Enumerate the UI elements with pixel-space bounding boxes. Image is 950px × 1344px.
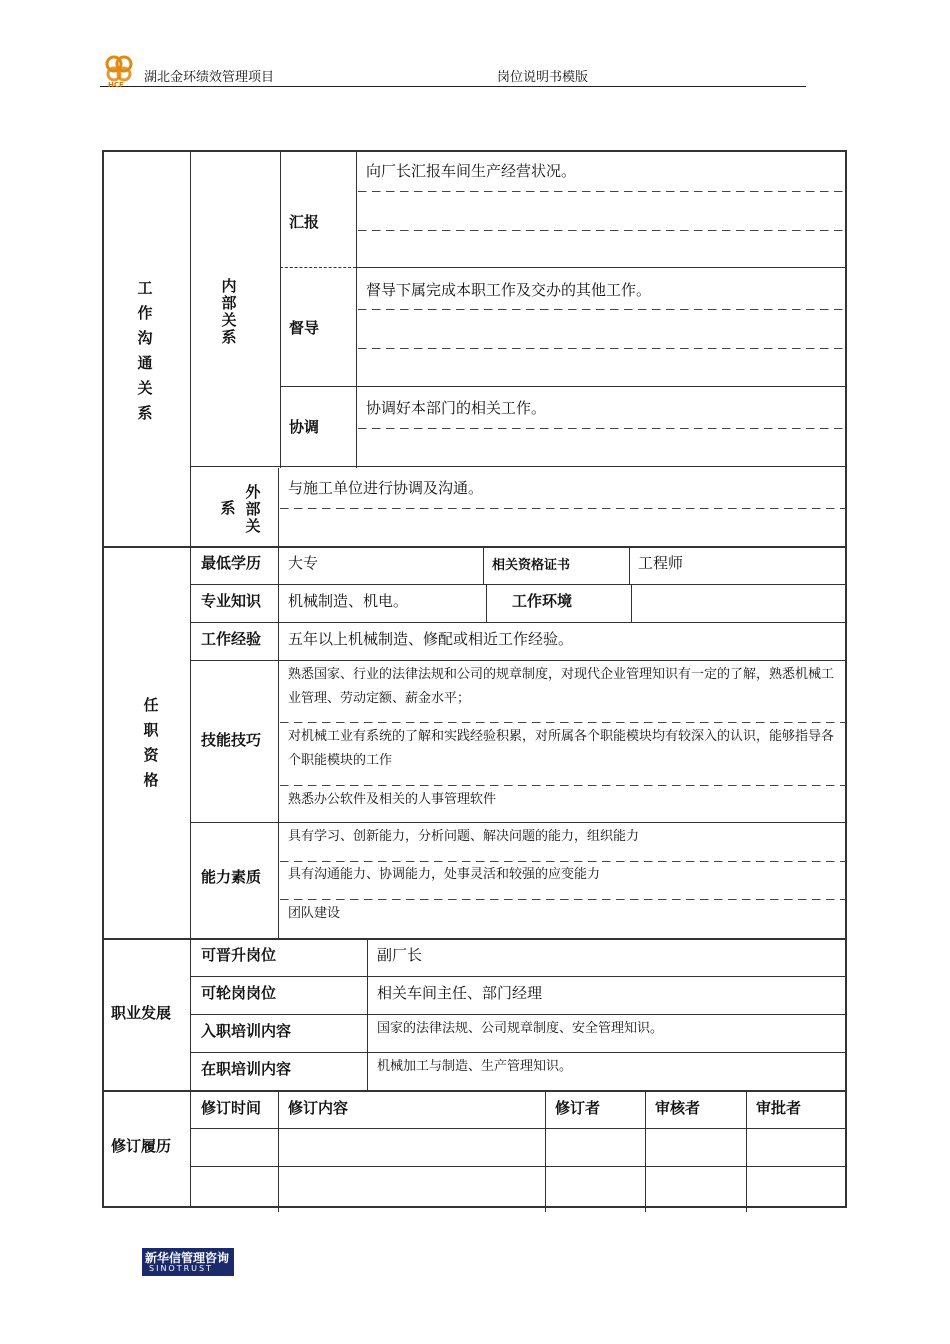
revision-col-content: 修订内容 [288,1099,349,1117]
page-header [100,52,806,87]
revision-section-label: 修订履历 [111,1137,172,1155]
onboard-training-value: 国家的法律法规、公司规章制度、安全管理知识。 [377,1021,664,1036]
ability-label: 能力素质 [201,868,262,886]
revision-col-approver: 审批者 [756,1099,802,1117]
ability-item: 团队建设 [288,906,341,921]
knowledge-value: 机械制造、机电。 [288,592,409,610]
internal-relation-label: 内部关系 [221,277,237,346]
experience-value: 五年以上机械制造、修配或相近工作经验。 [288,630,574,648]
ability-item: 具有学习、创新能力，分析问题、解决问题的能力，组织能力 [288,829,640,844]
brand-en: SINOTRUST [149,1264,213,1273]
external-relation-label-b: 系 [220,499,236,517]
company-logo [100,54,142,88]
brand-cn: 新华信管理咨询 [145,1251,230,1265]
qualification-section-label: 任职资格 [143,696,159,789]
revision-col-time: 修订时间 [201,1099,262,1117]
ability-item: 具有沟通能力、协调能力，处事灵活和较强的应变能力 [288,867,601,882]
document-title: 岗位说明书模版 [497,70,589,85]
project-name: 湖北金环绩效管理项目 [144,70,275,85]
education-label: 最低学历 [201,554,262,572]
skill-item: 对机械工业有系统的了解和实践经验积累，对所属各个职能模块均有较深入的认识，能够指导各个职能模块的工作 [288,729,835,768]
rotation-label: 可轮岗岗位 [201,984,277,1002]
external-relation-label-a: 外部关 [245,483,261,535]
education-value: 大专 [288,554,319,572]
supervise-text: 督导下属完成本职工作及交办的其他工作。 [366,281,652,299]
coordinate-text: 协调好本部门的相关工作。 [366,399,547,417]
onjob-training-label: 在职培训内容 [201,1060,292,1078]
logo-text: HCF [108,81,124,89]
certificate-label: 相关资格证书 [492,558,571,573]
communication-section-label: 工作沟通关系 [137,279,153,422]
report-text: 向厂长汇报车间生产经营状况。 [366,162,577,180]
certificate-value: 工程师 [638,554,684,572]
skill-item: 熟悉国家、行业的法律法规和公司的规章制度，对现代企业管理知识有一定的了解，熟悉机械工业管理、劳动定额、薪金水平； [288,667,835,706]
rotation-value: 相关车间主任、部门经理 [377,984,543,1002]
knowledge-label: 专业知识 [201,592,262,610]
career-section-label: 职业发展 [111,1004,172,1022]
promotion-value: 副厂长 [377,946,423,964]
onjob-training-value: 机械加工与制造、生产管理知识。 [377,1059,573,1074]
coordinate-label: 协调 [289,418,320,436]
supervise-label: 督导 [289,319,320,337]
skills-label: 技能技巧 [201,731,262,749]
onboard-training-label: 入职培训内容 [201,1022,292,1040]
consulting-logo [142,1248,234,1276]
experience-label: 工作经验 [201,630,262,648]
skill-item: 熟悉办公软件及相关的人事管理软件 [288,792,497,807]
revision-col-reviser: 修订者 [555,1099,601,1117]
promotion-label: 可晋升岗位 [201,946,277,964]
environment-label: 工作环境 [512,592,573,610]
revision-col-reviewer: 审核者 [655,1099,701,1117]
report-label: 汇报 [289,213,320,231]
external-text: 与施工单位进行协调及沟通。 [288,479,484,497]
